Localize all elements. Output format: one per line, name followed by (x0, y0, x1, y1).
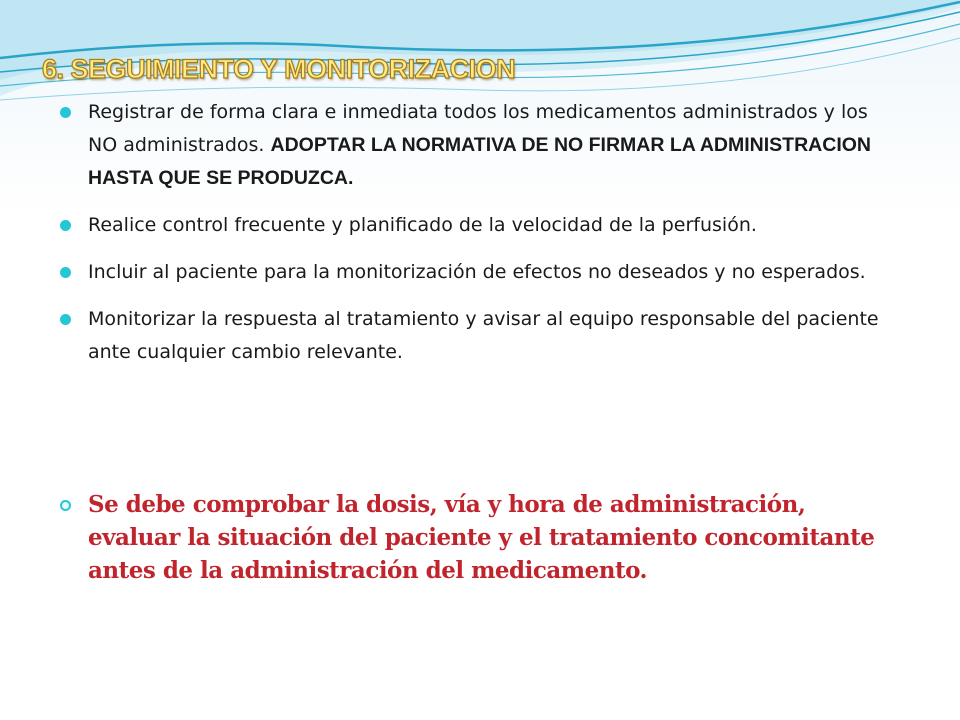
bullet-item (58, 96, 888, 195)
slide-title: 6. SEGUIMIENTO Y MONITORIZACION (42, 54, 516, 84)
bullet-dot-icon (60, 267, 71, 278)
bullet-emphasis-text: ADOPTAR LA NORMATIVA DE NO FIRMAR LA ADMINISTRACION HASTA QUE SE PRODUZCA. (88, 134, 871, 189)
note-text: Se debe comprobar la dosis, vía y hora de administración, evaluar la situación del paciente y el tratamiento concomitante antes de la administración del medicamento. (88, 491, 875, 584)
bullet-list (58, 96, 888, 383)
bullet-text: Realice control frecuente y planificado de la velocidad de la perfusión. (88, 214, 757, 236)
bullet-text: Monitorizar la respuesta al tratamiento y avisar al equipo responsable del paciente ante cualquier cambio relevante. (88, 308, 879, 363)
bullet-item (58, 209, 888, 242)
bullet-ring-icon (60, 500, 71, 511)
highlighted-note (58, 488, 888, 587)
bullet-item (58, 256, 888, 289)
bullet-text: Incluir al paciente para la monitorización de efectos no deseados y no esperados. (88, 261, 866, 283)
bullet-dot-icon (60, 220, 71, 231)
bullet-dot-icon (60, 314, 71, 325)
bullet-item (58, 303, 888, 369)
bullet-dot-icon (60, 107, 71, 118)
bullet-text: Registrar de forma clara e inmediata todos los medicamentos administrados y los NO administrados. (88, 101, 868, 156)
